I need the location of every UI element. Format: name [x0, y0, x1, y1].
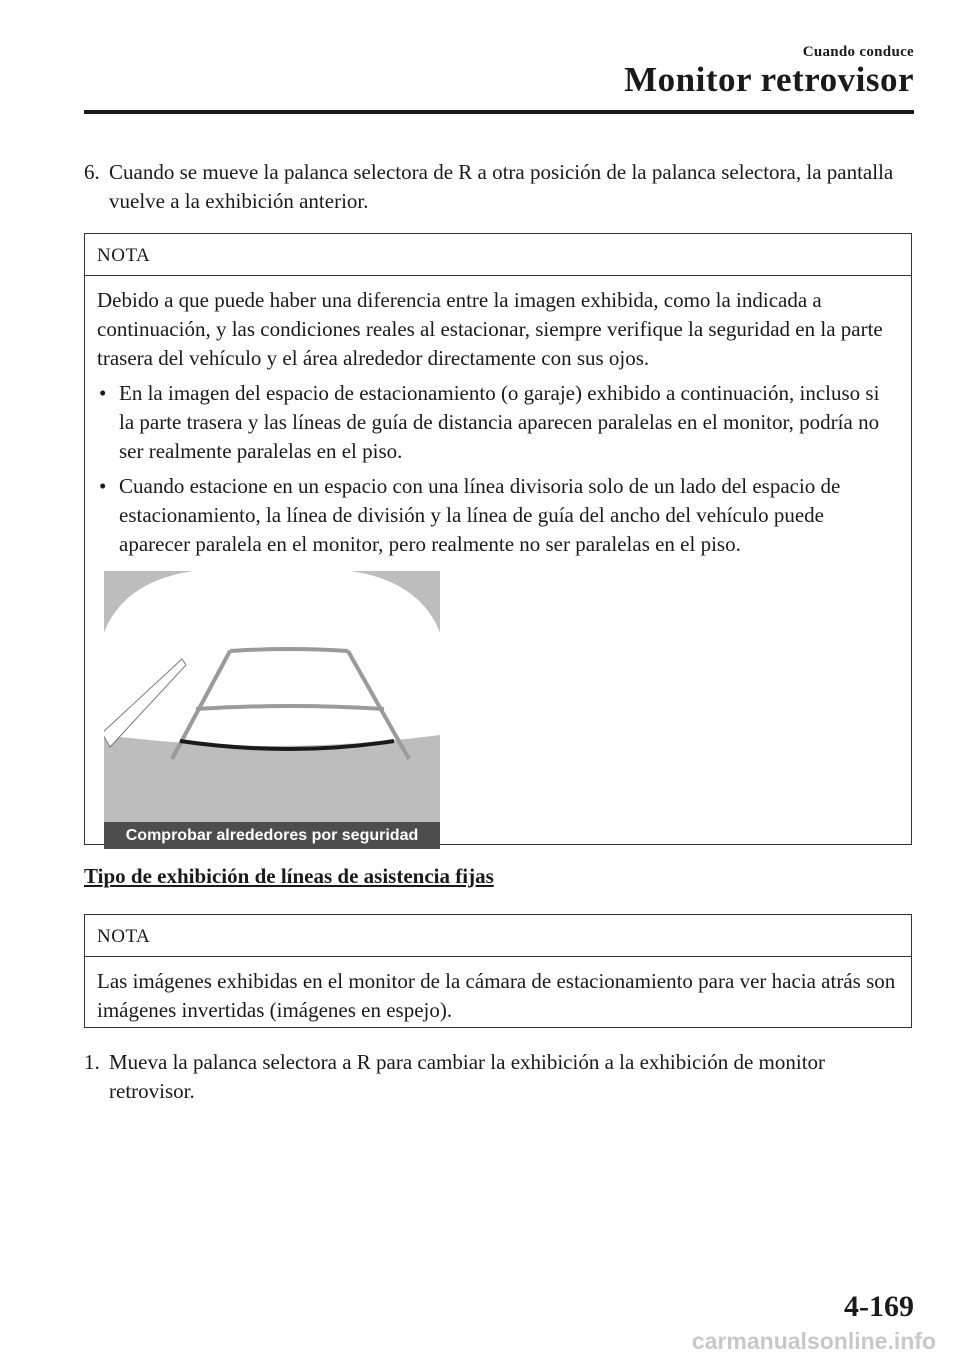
step-text: Cuando se mueve la palanca selectora de R a otra posición de la palanca selectora, la pantalla vuelve a la exhibición anterior. [109, 160, 894, 213]
far-distance-guide [230, 649, 348, 651]
note-heading: NOTA [85, 234, 911, 276]
note-heading: NOTA [85, 915, 911, 957]
note-box-1 [84, 233, 912, 845]
note-body [85, 276, 911, 849]
step-number: 1. [84, 1050, 100, 1074]
parking-camera-illustration [104, 571, 440, 849]
illustration-caption: Comprobar alrededores por seguridad [104, 822, 440, 849]
step-1 [84, 1048, 904, 1106]
step-number: 6. [84, 160, 100, 184]
note-body [85, 957, 911, 1025]
section-heading: Tipo de exhibición de líneas de asistencia fijas [84, 864, 494, 888]
bullet-dot: • [99, 474, 107, 498]
watermark: carmanualsonline.info [691, 1328, 936, 1354]
note-paragraph: Debido a que puede haber una diferencia entre la imagen exhibida, como la indicada a continuación, y las condiciones reales al estacionar, siempre verifique la seguridad en la parte trasera del vehículo y el área alrededor directamente con sus ojos. [97, 288, 883, 370]
step-6 [84, 158, 904, 216]
bullet-dot: • [99, 381, 107, 405]
note-bullet [97, 379, 899, 466]
page-title: Monitor retrovisor [624, 60, 914, 99]
note-box-2 [84, 914, 912, 1028]
bullet-text: En la imagen del espacio de estacionamiento (o garaje) exhibido a continuación, incluso si la parte trasera y las líneas de guía de distancia aparecen paralelas en el monitor, podría no ser realmente paralelas en el piso. [119, 381, 880, 463]
camera-view-graphic [104, 571, 440, 849]
note-bullet [97, 472, 899, 559]
page-number: 4-169 [844, 1290, 914, 1323]
note-paragraph: Las imágenes exhibidas en el monitor de la cámara de estacionamiento para ver hacia atrás son imágenes invertidas (imágenes en espejo). [97, 969, 896, 1022]
header-section: Cuando conduce [802, 44, 914, 60]
header-rule [84, 110, 914, 114]
step-text: Mueva la palanca selectora a R para cambiar la exhibición a la exhibición de monitor retrovisor. [109, 1050, 826, 1103]
bullet-text: Cuando estacione en un espacio con una línea divisoria solo de un lado del espacio de estacionamiento, la línea de división y la línea de guía del ancho del vehículo puede aparecer paralela en el monitor, pero realmente no ser paralelas en el piso. [119, 474, 841, 556]
